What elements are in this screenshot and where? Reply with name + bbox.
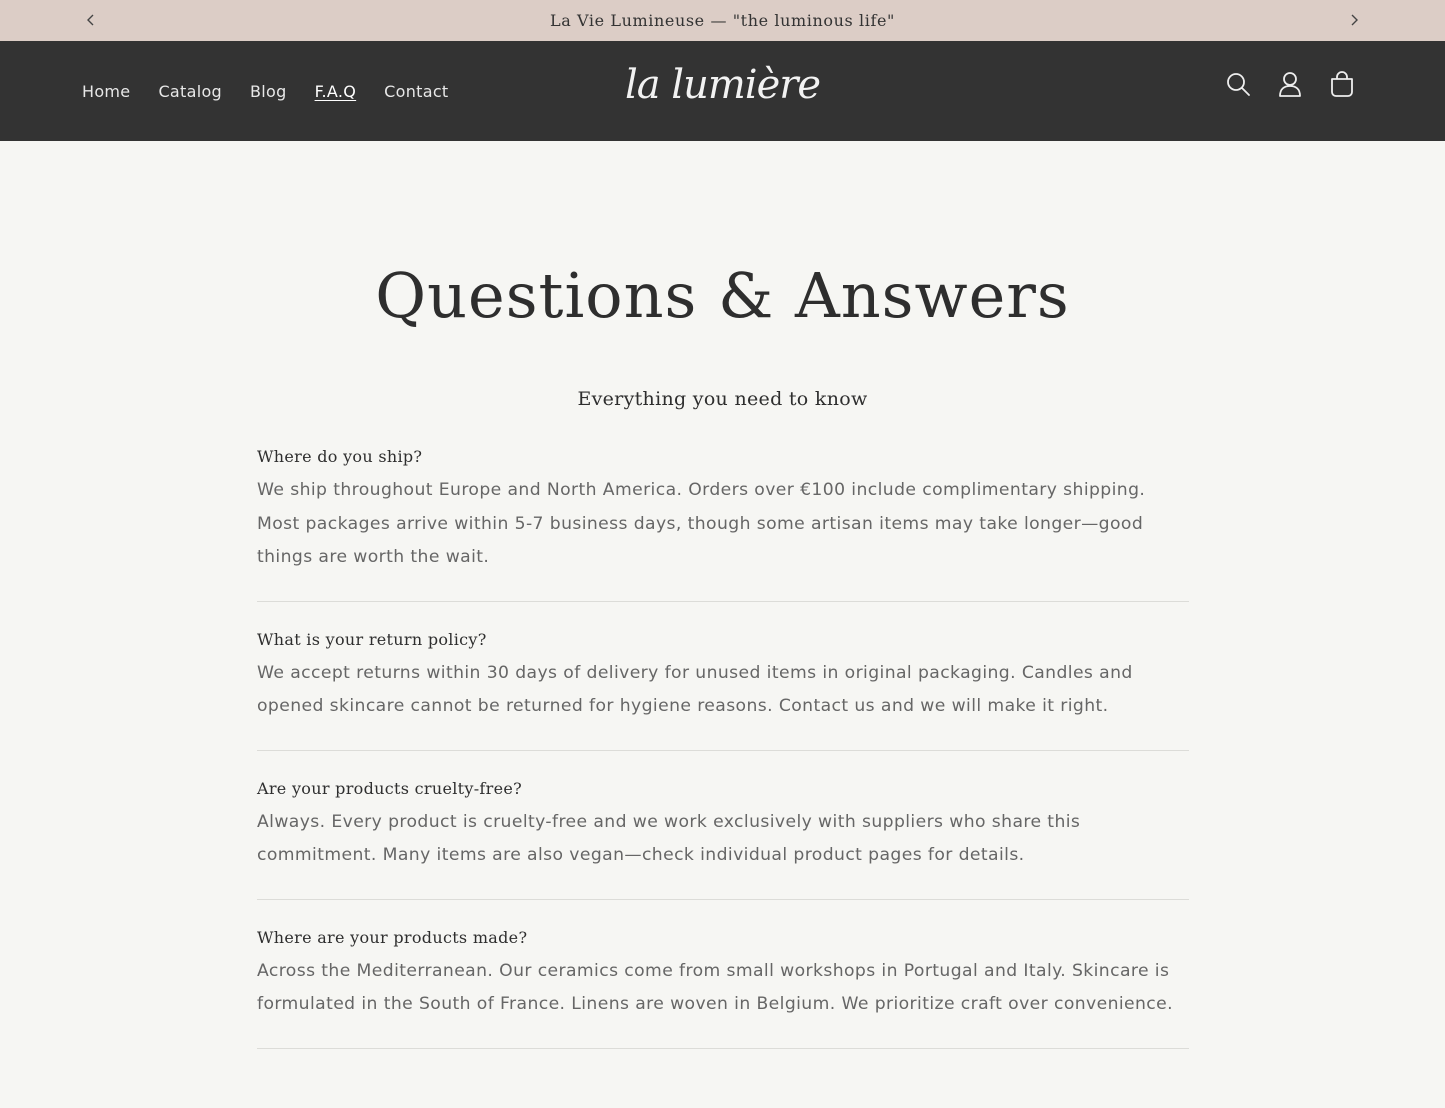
faq-answer: Across the Mediterranean. Our ceramics come from small workshops in Portugal and Italy. Skincare is formulated in the South of France. Linens are woven in Belgium. We prioritize craft over convenience. bbox=[257, 960, 1173, 1014]
site-header bbox=[0, 41, 1445, 141]
faq-answer: We accept returns within 30 days of delivery for unused items in original packaging. Candles and opened skincare cannot be returned for hygiene reasons. Contact us and we will make it right. bbox=[257, 662, 1133, 716]
chevron-right-icon[interactable] bbox=[1343, 9, 1365, 31]
faq-item bbox=[257, 922, 1189, 1049]
nav-faq[interactable]: F.A.Q bbox=[314, 81, 357, 101]
faq-question: Where do you ship? bbox=[257, 447, 423, 466]
main-nav bbox=[82, 41, 449, 141]
search-icon[interactable] bbox=[1224, 70, 1252, 98]
announcement-text: La Vie Lumineuse — "the luminous life" bbox=[549, 11, 896, 30]
faq-item bbox=[257, 624, 1189, 751]
nav-catalog[interactable]: Catalog bbox=[158, 81, 222, 101]
faq-item bbox=[257, 773, 1189, 900]
faq-item bbox=[257, 441, 1189, 602]
faq-question: Are your products cruelty-free? bbox=[257, 778, 522, 798]
faq-question: Where are your products made? bbox=[257, 927, 528, 947]
page-title: Questions & Answers bbox=[375, 259, 1070, 332]
faq-answer: We ship throughout Europe and North America. Orders over €100 include complimentary shipping. Most packages arrive within 5-7 business days, though some artisan items may take longer—good things are worth the wait. bbox=[257, 480, 1146, 567]
faq-list bbox=[257, 441, 1189, 1071]
nav-contact[interactable]: Contact bbox=[384, 81, 449, 101]
announcement-bar bbox=[0, 0, 1445, 41]
nav-home[interactable]: Home bbox=[82, 81, 131, 101]
chevron-left-icon[interactable] bbox=[80, 9, 102, 31]
faq-question: What is your return policy? bbox=[257, 629, 487, 649]
faq-answer: Always. Every product is cruelty-free and we work exclusively with suppliers who share this commitment. Many items are also vegan—check individual product pages for details. bbox=[257, 811, 1081, 865]
cart-icon[interactable] bbox=[1328, 70, 1356, 98]
header-actions bbox=[1224, 70, 1356, 98]
page-subtitle: Everything you need to know bbox=[577, 388, 868, 410]
account-icon[interactable] bbox=[1276, 70, 1304, 98]
site-logo[interactable]: la lumière bbox=[624, 62, 821, 108]
nav-blog[interactable]: Blog bbox=[250, 81, 287, 101]
